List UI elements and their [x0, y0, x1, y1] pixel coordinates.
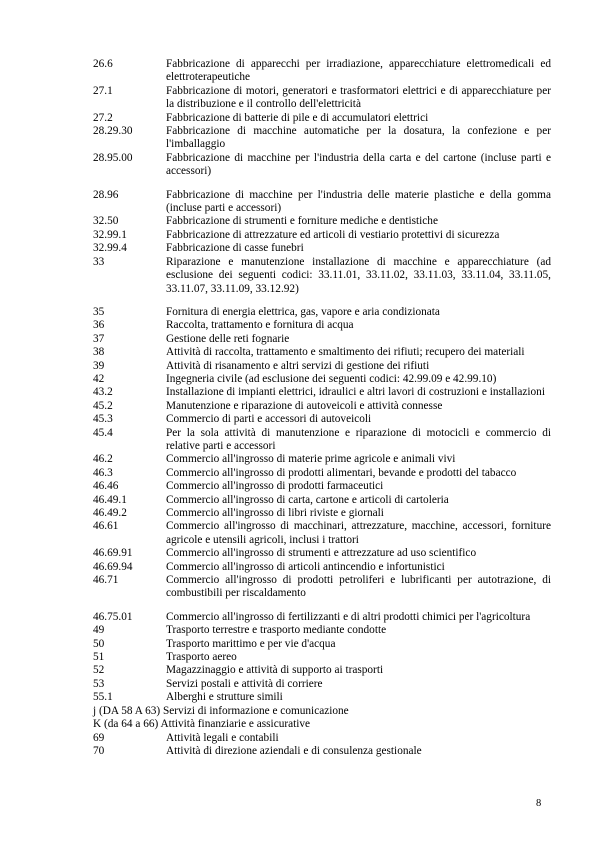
activity-code: 27.2	[93, 111, 113, 124]
list-item	[93, 346, 553, 359]
list-item	[93, 413, 553, 426]
activity-description: Fabbricazione di macchine per l'industria delle materie plastiche e della gomma (incluse parti e accessori)	[166, 188, 551, 215]
list-item	[93, 651, 553, 664]
activity-code: 49	[93, 624, 105, 637]
list-item	[93, 732, 553, 745]
activity-code: 46.46	[93, 480, 119, 493]
activity-code: 50	[93, 637, 105, 650]
list-item	[93, 678, 553, 691]
list-item	[93, 386, 553, 399]
list-item	[93, 333, 553, 346]
list-item	[93, 125, 553, 152]
section-heading	[93, 718, 553, 731]
activity-description: Commercio all'ingrosso di articoli antincendio e infortunistici	[166, 560, 445, 573]
activity-description: Trasporto marittimo e per vie d'acqua	[166, 637, 336, 650]
list-item	[93, 453, 553, 466]
list-item	[93, 467, 553, 480]
list-item	[93, 691, 553, 704]
list-item	[93, 152, 553, 179]
activity-description: Attività legali e contabili	[166, 731, 279, 744]
activity-code: 46.71	[93, 574, 119, 587]
list-item	[93, 638, 553, 651]
section-heading-text: K (da 64 a 66) Attività finanziarie e assicurative	[93, 718, 311, 731]
activity-code: 45.4	[93, 426, 113, 439]
activity-description: Commercio all'ingrosso di prodotti alimentari, bevande e prodotti del tabacco	[166, 466, 517, 479]
activity-code: 69	[93, 731, 105, 744]
list-item	[93, 85, 553, 112]
activity-description: Ingegneria civile (ad esclusione dei seguenti codici: 42.99.09 e 42.99.10)	[166, 372, 497, 385]
activity-description: Fabbricazione di motori, generatori e trasformatori elettrici e di apparecchiature per la distribuzione e il controllo dell'elettricità	[166, 84, 551, 111]
activity-description: Attività di raccolta, trattamento e smaltimento dei rifiuti; recupero dei materiali	[166, 346, 525, 359]
list-item	[93, 574, 553, 601]
activity-code: 52	[93, 664, 105, 677]
activity-description: Servizi postali e attività di corriere	[166, 677, 323, 690]
activity-code: 46.61	[93, 520, 119, 533]
activity-code: 46.49.2	[93, 507, 127, 519]
list-item	[93, 400, 553, 413]
list-item	[93, 520, 553, 547]
activity-description: Fornitura di energia elettrica, gas, vapore e aria condizionata	[166, 305, 440, 318]
activity-code: 33	[93, 255, 105, 268]
activity-code: 36	[93, 319, 105, 332]
activity-code: 53	[93, 677, 105, 690]
list-item	[93, 745, 553, 758]
activity-code: 28.95.00	[93, 151, 133, 164]
activity-description: Commercio all'ingrosso di carta, cartone e articoli di cartoleria	[166, 493, 449, 506]
list-item	[93, 373, 553, 386]
activity-code: 46.3	[93, 466, 113, 479]
activity-description: Riparazione e manutenzione installazione di macchine e apparecchiature (ad esclusione dei seguenti codici: 33.11.01, 33.11.02, 33.11.03, 33.11.04, 33.11.05, 33.11.07, 33.11.09, 33.12.92)	[166, 255, 551, 295]
list-item	[93, 561, 553, 574]
activity-description: Commercio di parti e accessori di autoveicoli	[166, 413, 372, 426]
list-item	[93, 306, 553, 319]
activity-description: Installazione di impianti elettrici, idraulici e altri lavori di costruzioni e installazioni	[166, 386, 545, 399]
activity-description: Fabbricazione di macchine automatiche per la dosatura, la confezione e per l'imballaggio	[166, 125, 551, 151]
activity-description: Manutenzione e riparazione di autoveicoli e attività connesse	[166, 399, 443, 412]
activity-code: 45.3	[93, 413, 113, 426]
list-item	[93, 480, 553, 493]
activity-code: 37	[93, 332, 105, 345]
list-item	[93, 547, 553, 560]
activity-description: Commercio all'ingrosso di prodotti petroliferi e lubrificanti per autotrazione, di combustibili per riscaldamento	[166, 574, 551, 600]
activity-description: Commercio all'ingrosso di materie prime agricole e animali vivi	[166, 453, 456, 466]
list-item	[93, 189, 553, 216]
activity-code: 28.96	[93, 188, 119, 201]
section-heading	[93, 705, 553, 718]
activity-description: Magazzinaggio e attività di supporto ai trasporti	[166, 664, 384, 677]
activity-description: Trasporto terrestre e trasporto mediante condotte	[166, 624, 387, 637]
activity-description: Fabbricazione di macchine per l'industria della carta e del cartone (incluse parti e accessori)	[166, 151, 551, 178]
activity-code: 27.1	[93, 84, 113, 97]
activity-code: 45.2	[93, 399, 113, 412]
list-item	[93, 507, 553, 520]
list-item	[93, 215, 553, 228]
activity-description: Commercio all'ingrosso di fertilizzanti e di altri prodotti chimici per l'agricoltura	[166, 610, 531, 623]
list-item	[93, 319, 553, 332]
activity-description: Commercio all'ingrosso di strumenti e attrezzature ad uso scientifico	[166, 547, 477, 560]
activity-description: Commercio all'ingrosso di macchinari, attrezzature, macchine, accessori, forniture agricole e utensili agricoli, inclusi i trattori	[166, 520, 551, 546]
list-item	[93, 494, 553, 507]
activity-description: Commercio all'ingrosso di prodotti farmaceutici	[166, 480, 384, 493]
list-item	[93, 664, 553, 677]
ateco-code-list	[93, 58, 553, 758]
spacer	[93, 179, 553, 189]
page-number: 8	[536, 798, 542, 809]
activity-code: 46.69.94	[93, 560, 133, 573]
activity-description: Alberghi e strutture simili	[166, 691, 283, 704]
activity-description: Fabbricazione di attrezzature ed articoli di vestiario protettivi di sicurezza	[166, 228, 500, 241]
section-heading-text: j (DA 58 A 63) Servizi di informazione e comunicazione	[93, 704, 349, 717]
list-item	[93, 611, 553, 624]
activity-code: 51	[93, 651, 105, 664]
activity-description: Commercio all'ingrosso di libri riviste e giornali	[166, 507, 384, 519]
activity-code: 46.2	[93, 453, 113, 466]
activity-description: Fabbricazione di batterie di pile e di accumulatori elettrici	[166, 111, 429, 124]
activity-code: 46.75.01	[93, 610, 133, 623]
activity-code: 26.6	[93, 58, 113, 70]
list-item	[93, 58, 553, 85]
list-item	[93, 112, 553, 125]
activity-description: Per la sola attività di manutenzione e riparazione di motocicli e commercio di relative parti e accessori	[166, 426, 551, 452]
list-item	[93, 624, 553, 637]
list-item	[93, 229, 553, 242]
activity-code: 35	[93, 305, 105, 318]
activity-description: Fabbricazione di casse funebri	[166, 242, 304, 255]
activity-description: Attività di risanamento e altri servizi di gestione dei rifiuti	[166, 359, 430, 372]
list-item	[93, 360, 553, 373]
activity-code: 43.2	[93, 386, 113, 399]
activity-code: 32.50	[93, 215, 119, 228]
activity-description: Trasporto aereo	[166, 651, 237, 664]
spacer	[93, 601, 553, 611]
list-item	[93, 256, 553, 296]
activity-code: 46.49.1	[93, 493, 127, 506]
activity-description: Attività di direzione aziendali e di consulenza gestionale	[166, 744, 422, 757]
spacer	[93, 296, 553, 306]
activity-code: 46.69.91	[93, 547, 133, 560]
activity-description: Fabbricazione di strumenti e forniture mediche e dentistiche	[166, 215, 438, 228]
list-item	[93, 427, 553, 454]
activity-code: 55.1	[93, 691, 113, 704]
activity-code: 32.99.1	[93, 228, 127, 241]
activity-code: 70	[93, 744, 105, 757]
activity-code: 38	[93, 346, 105, 359]
list-item	[93, 242, 553, 255]
activity-code: 42	[93, 372, 105, 385]
activity-description: Gestione delle reti fognarie	[166, 332, 290, 345]
activity-code: 28.29.30	[93, 125, 133, 138]
activity-description: Fabbricazione di apparecchi per irradiazione, apparecchiature elettromedicali ed elettroterapeutiche	[166, 58, 551, 84]
activity-code: 32.99.4	[93, 242, 127, 255]
activity-description: Raccolta, trattamento e fornitura di acqua	[166, 319, 354, 332]
activity-code: 39	[93, 359, 105, 372]
